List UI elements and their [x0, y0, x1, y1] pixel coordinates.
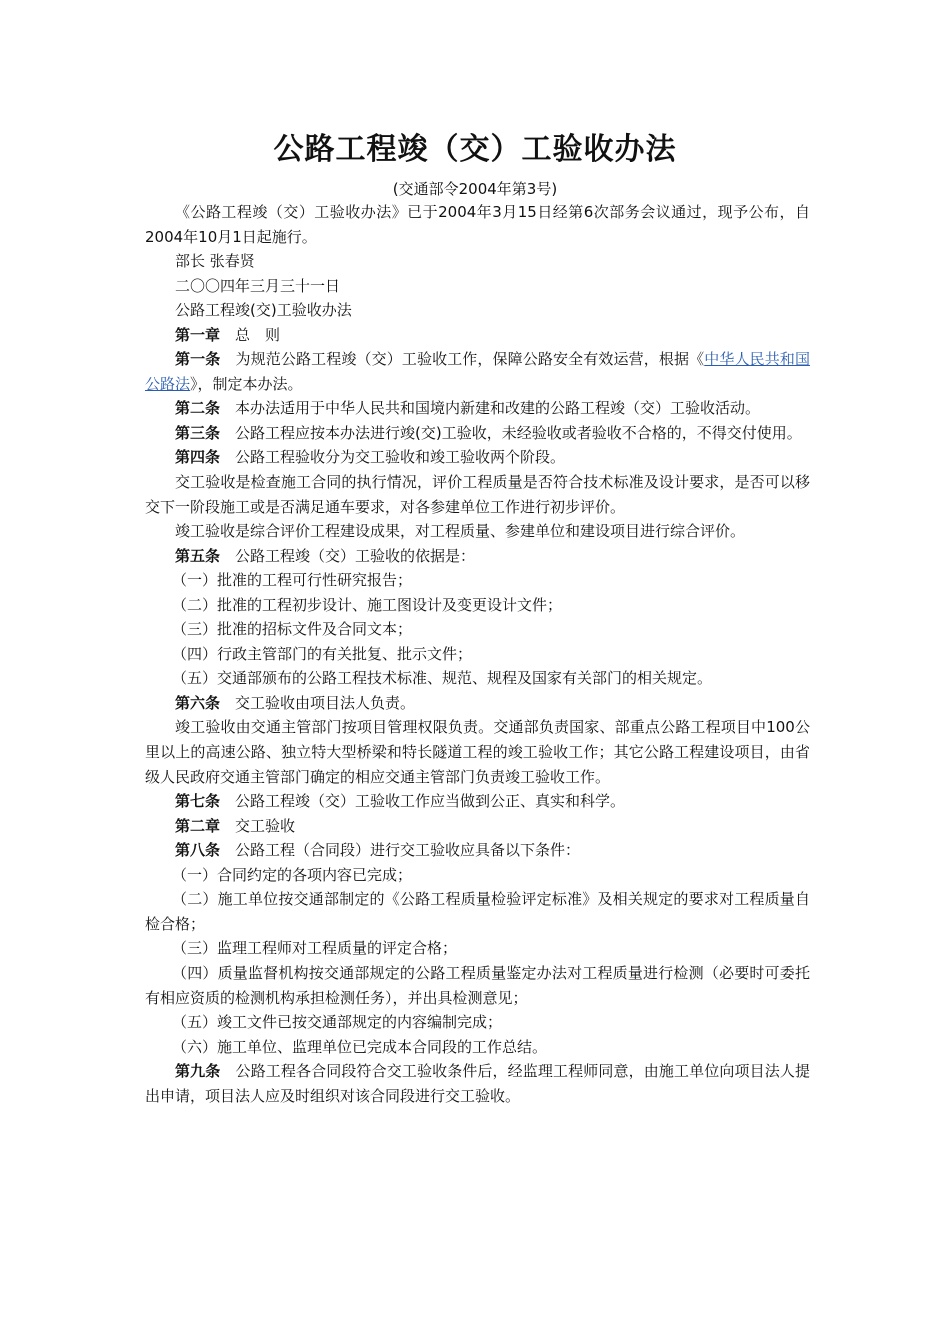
document-subtitle: (交通部令2004年第3号) [392, 180, 558, 198]
list-item: （三）批准的招标文件及合同文本； [172, 620, 413, 639]
article-2 [145, 396, 810, 421]
list-item: （五）交通部颁布的公路工程技术标准、规范、规程及国家有关部门的相关规定。 [172, 669, 713, 688]
article-text: 本办法适用于中华人民共和国境内新建和改建的公路工程竣（交）工验收活动。 [235, 399, 761, 418]
article-label: 第二条 [175, 399, 221, 418]
chapter-label: 第二章 [175, 816, 221, 835]
article-text: 公路工程（合同段）进行交工验收应具备以下条件： [235, 841, 581, 860]
list-item: （四）行政主管部门的有关批复、批示文件； [172, 644, 473, 663]
article-4-paragraph-2: 竣工验收是综合评价工程建设成果，对工程质量、参建单位和建设项目进行综合评价。 [175, 522, 746, 541]
article-text: 公路工程应按本办法进行竣(交)工验收，未经验收或者验收不合格的，不得交付使用。 [235, 423, 802, 442]
list-item: （一）批准的工程可行性研究报告； [172, 571, 413, 590]
doc-name-line: 公路工程竣(交)工验收办法 [175, 301, 352, 320]
article-6 [145, 691, 810, 716]
chapter-2-heading [145, 814, 810, 839]
article-label: 第四条 [175, 448, 221, 467]
article-text: 公路工程竣（交）工验收工作应当做到公正、真实和科学。 [235, 792, 626, 811]
article-4-paragraph-1: 交工验收是检查施工合同的执行情况，评价工程质量是否符合技术标准及设计要求，是否可以移交下一阶段施工或是否满足通车要求，对各参建单位工作进行初步评价。 [145, 473, 810, 516]
article-label: 第三条 [175, 423, 221, 442]
article-1 [145, 347, 810, 396]
chapter-title: 交工验收 [235, 816, 296, 835]
article-text: 公路工程各合同段符合交工验收条件后，经监理工程师同意，由施工单位向项目法人提出申请，项目法人应及时组织对该合同段进行交工验收。 [145, 1062, 810, 1105]
list-item: （一）合同约定的各项内容已完成； [172, 865, 413, 884]
article-text: 为规范公路工程竣（交）工验收工作，保障公路安全有效运营，根据《 [235, 350, 705, 369]
date-line: 二〇〇四年三月三十一日 [175, 276, 341, 295]
article-label: 第九条 [175, 1062, 221, 1081]
article-label: 第七条 [175, 792, 221, 811]
document-title: 公路工程竣（交）工验收办法 [273, 132, 677, 167]
chapter-label: 第一章 [175, 325, 221, 344]
article-text: 公路工程竣（交）工验收的依据是： [235, 546, 476, 565]
list-item: （二）施工单位按交通部制定的《公路工程质量检验评定标准》及相关规定的要求对工程质量自检合格； [145, 890, 810, 933]
minister-line: 部长 张春贤 [175, 252, 255, 271]
article-7 [145, 789, 810, 814]
chapter-1-heading [145, 323, 810, 348]
article-label: 第六条 [175, 693, 221, 712]
article-label: 第一条 [175, 350, 221, 369]
document-body [145, 200, 810, 1108]
article-3 [145, 421, 810, 446]
article-text: 公路工程验收分为交工验收和竣工验收两个阶段。 [235, 448, 566, 467]
article-4 [145, 445, 810, 470]
article-text-tail: 》，制定本办法。 [190, 374, 303, 393]
list-item: （四）质量监督机构按交通部规定的公路工程质量鉴定办法对工程质量进行检测（必要时可委托有相应资质的检测机构承担检测任务），并出具检测意见； [145, 963, 810, 1007]
intro-paragraph: 《公路工程竣（交）工验收办法》已于2004年3月15日经第6次部务会议通过，现予公布，自2004年10月1日起施行。 [145, 203, 810, 246]
article-5 [145, 544, 810, 569]
highway-law-link[interactable]: 中华人民共和国公路法 [145, 350, 810, 393]
article-9 [145, 1059, 810, 1108]
article-text: 交工验收由项目法人负责。 [235, 693, 416, 712]
list-item: （六）施工单位、监理单位已完成本合同段的工作总结。 [172, 1037, 548, 1056]
list-item: （五）竣工文件已按交通部规定的内容编制完成； [172, 1013, 503, 1032]
list-item: （二）批准的工程初步设计、施工图设计及变更设计文件； [172, 595, 563, 614]
list-item: （三）监理工程师对工程质量的评定合格； [172, 939, 458, 958]
article-label: 第五条 [175, 546, 221, 565]
article-label: 第八条 [175, 841, 221, 860]
article-6-paragraph-1: 竣工验收由交通主管部门按项目管理权限负责。交通部负责国家、部重点公路工程项目中100公里以上的高速公路、独立特大型桥梁和特长隧道工程的竣工验收工作；其它公路工程建设项目，由省级人民政府交通主管部门确定的相应交通主管部门负责竣工验收工作。 [145, 718, 810, 786]
article-8 [145, 838, 810, 863]
chapter-title: 总 则 [235, 325, 281, 344]
